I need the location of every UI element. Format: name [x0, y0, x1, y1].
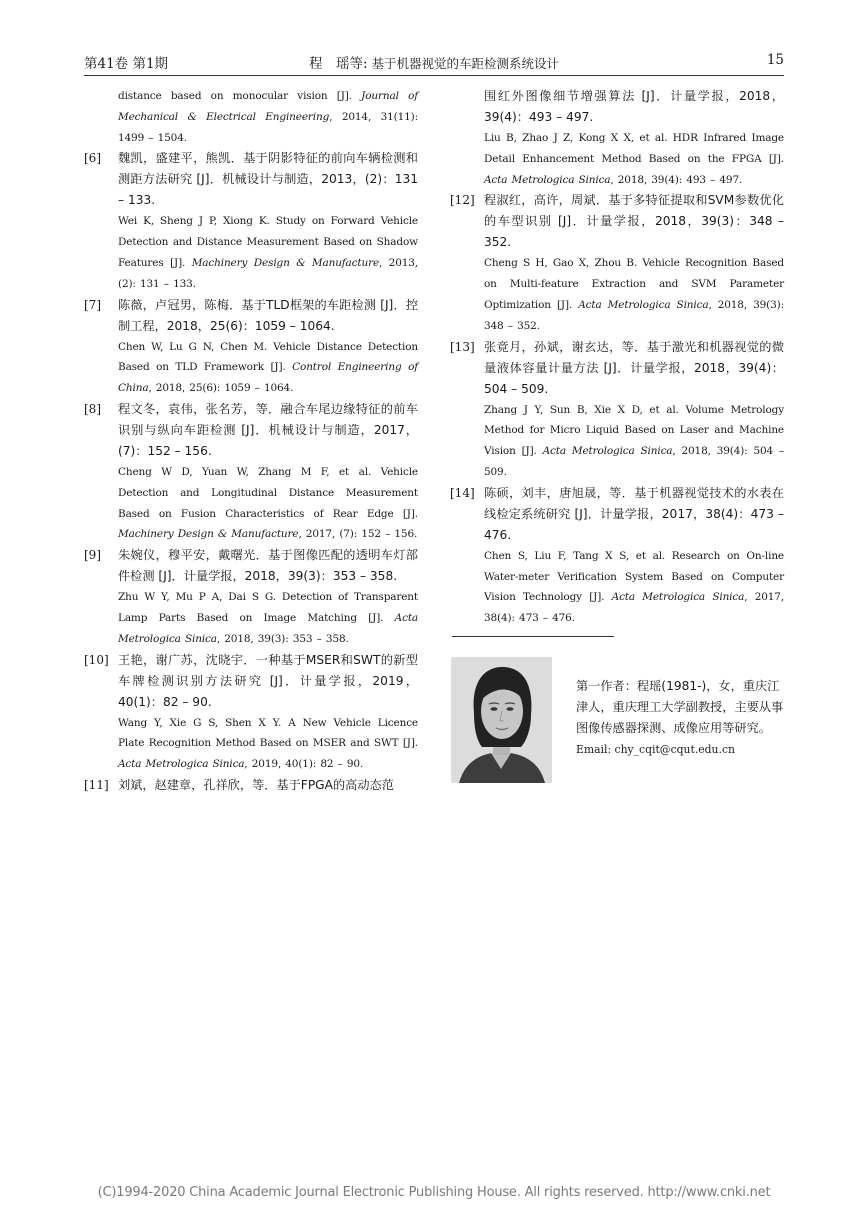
- reference-cn: 陈硕，刘丰，唐旭晟，等．基于机器视觉技术的水表在线检定系统研究 [J]．计量学报，2017，38(4)：473 – 476.: [484, 485, 784, 542]
- reference-journal: Journal of Mechanical & Electrical Engineering: [118, 90, 418, 123]
- reference-number: [13]: [450, 339, 475, 354]
- reference-item: [450, 190, 784, 336]
- reference-journal: Acta Metrologica Sinica: [118, 611, 418, 645]
- reference-item: [84, 545, 418, 649]
- reference-item: [450, 483, 784, 629]
- reference-en: distance based on monocular vision [J]. Journal of Mechanical & Electrical Engineering, 2014, 31(11): 1499 – 1504.: [118, 90, 418, 144]
- author-bio-text: 第一作者：程瑶(1981-)，女，重庆江津人，重庆理工大学副教授，主要从事图像传感器探测、成像应用等研究。: [576, 679, 784, 735]
- author-photo: [451, 657, 552, 783]
- reference-item: [84, 295, 418, 399]
- reference-number: [9]: [84, 548, 101, 563]
- reference-item: [84, 399, 418, 545]
- reference-en: Zhang J Y, Sun B, Xie X D, et al. Volume Metrology Method for Micro Liquid Based on Laser and Machine Vision [J]. Acta Metrologica Sinica, 2018, 39(4): 504 – 509.: [484, 403, 785, 478]
- reference-number: [12]: [450, 193, 475, 208]
- reference-cn: 程文冬，袁伟，张名芳，等．融合车尾边缘特征的前车识别与纵向车距检测 [J]．机械设计与制造，2017，(7)：152 – 156.: [118, 401, 418, 458]
- reference-cn: 刘斌，赵建章，孔祥欣，等．基于FPGA的高动态范: [118, 777, 394, 792]
- reference-item: [84, 148, 418, 294]
- running-title: [84, 52, 784, 72]
- reference-cn: 张竟月，孙斌，谢玄达，等．基于激光和机器视觉的微量液体容量计量方法 [J]．计量学报，2018，39(4)：504 – 509.: [484, 339, 784, 396]
- reference-cn: 程淑红，高许，周斌．基于多特征提取和SVM参数优化的车型识别 [J]．计量学报，2018，39(3)：348 – 352.: [484, 193, 784, 250]
- reference-en: Wang Y, Xie G S, Shen X Y. A New Vehicle Licence Plate Recognition Method Based on MSER and SWT [J]. Acta Metrologica Sinica, 2019, 40(1): 82 – 90.: [118, 716, 418, 771]
- reference-journal: Acta Metrologica Sinica: [542, 445, 673, 458]
- reference-journal: Acta Metrologica Sinica: [578, 298, 709, 311]
- reference-en: Liu B, Zhao J Z, Kong X X, et al. HDR Infrared Image Detail Enhancement Method Based on the FPGA [J]. Acta Metrologica Sinica, 2018, 39(4): 493 – 497.: [484, 132, 784, 186]
- reference-en: Zhu W Y, Mu P A, Dai S G. Detection of Transparent Lamp Parts Based on Image Matching [J]. Acta Metrologica Sinica, 2018, 39(3): 353 – 358.: [118, 591, 418, 645]
- running-author: 程 瑶等:: [308, 56, 368, 72]
- running-header: [84, 52, 784, 76]
- reference-number: [8]: [84, 401, 101, 416]
- left-column: [84, 86, 418, 796]
- reference-number: [6]: [84, 151, 101, 166]
- reference-item: [450, 337, 784, 483]
- reference-number: [11]: [84, 777, 109, 792]
- bio-separator-rule: [452, 636, 614, 637]
- right-column: [450, 86, 784, 629]
- running-paper-title: 基于机器视觉的车距检测系统设计: [371, 56, 560, 71]
- author-email: Email: chy_cqit@cqut.edu.cn: [576, 743, 735, 756]
- reference-journal: Acta Metrologica Sinica: [118, 758, 245, 771]
- reference-number: [7]: [84, 297, 101, 312]
- page-number: 15: [766, 52, 784, 68]
- reference-cn: 围红外图像细节增强算法 [J]．计量学报，2018，39(4)：493 – 497.: [484, 89, 784, 124]
- reference-journal: Machinery Design & Manufacture: [191, 256, 380, 269]
- reference-continuation: [450, 86, 784, 190]
- reference-number: [14]: [450, 485, 475, 500]
- reference-journal: Machinery Design & Manufacture: [118, 528, 299, 541]
- volume-issue: 第41卷 第1期: [84, 56, 169, 72]
- header-rule: [84, 75, 784, 76]
- reference-en: Cheng S H, Gao X, Zhou B. Vehicle Recognition Based on Multi-feature Extraction and SVM Parameter Optimization [J]. Acta Metrologica Sinica, 2018, 39(3): 348 – 352.: [484, 257, 784, 332]
- reference-en: Chen W, Lu G N, Chen M. Vehicle Distance Detection Based on TLD Framework [J]. Control Engineering of China, 2018, 25(6): 1059 – 1064.: [118, 340, 418, 395]
- reference-en: Cheng W D, Yuan W, Zhang M F, et al. Vehicle Detection and Longitudinal Distance Measurement Based on Fusion Characteristics of Rear Edge [J]. Machinery Design & Manufacture, 2017, (7): 152 – 156.: [118, 465, 418, 541]
- copyright-footer: (C)1994-2020 China Academic Journal Electronic Publishing House. All rights reserved. http://www.cnki.net: [97, 1185, 771, 1200]
- reference-number: [10]: [84, 652, 109, 667]
- reference-item: [84, 775, 418, 796]
- reference-en: Wei K, Sheng J P, Xiong K. Study on Forward Vehicle Detection and Distance Measurement Based on Shadow Features [J]. Machinery Design & Manufacture, 2013, (2): 131 – 133.: [118, 215, 418, 290]
- reference-continuation: [84, 86, 418, 148]
- reference-cn: 朱婉仪，穆平安，戴曙光．基于图像匹配的透明车灯部件检测 [J]．计量学报，2018，39(3)：353 – 358.: [118, 548, 418, 584]
- reference-cn: 王艳，谢广苏，沈晓宇．一种基于MSER和SWT的新型车牌检测识别方法研究 [J]．计量学报，2019，40(1)：82 – 90.: [118, 652, 418, 709]
- reference-cn: 陈薇，卢冠男，陈梅．基于TLD框架的车距检测 [J]．控制工程，2018，25(6)：1059 – 1064.: [118, 297, 418, 333]
- author-bio: [576, 676, 784, 760]
- reference-en: Chen S, Liu F, Tang X S, et al. Research on On-line Water-meter Verification System Based on Computer Vision Technology [J]. Acta Metrologica Sinica, 2017, 38(4): 473 – 476.: [484, 549, 785, 625]
- reference-journal: Acta Metrologica Sinica: [611, 591, 745, 604]
- reference-cn: 魏凯，盛建平，熊凯．基于阴影特征的前向车辆检测和测距方法研究 [J]．机械设计与制造，2013，(2)：131 – 133.: [118, 151, 418, 208]
- reference-journal: Acta Metrologica Sinica: [484, 173, 611, 186]
- reference-journal: Control Engineering of China: [118, 361, 418, 395]
- reference-item: [84, 650, 418, 775]
